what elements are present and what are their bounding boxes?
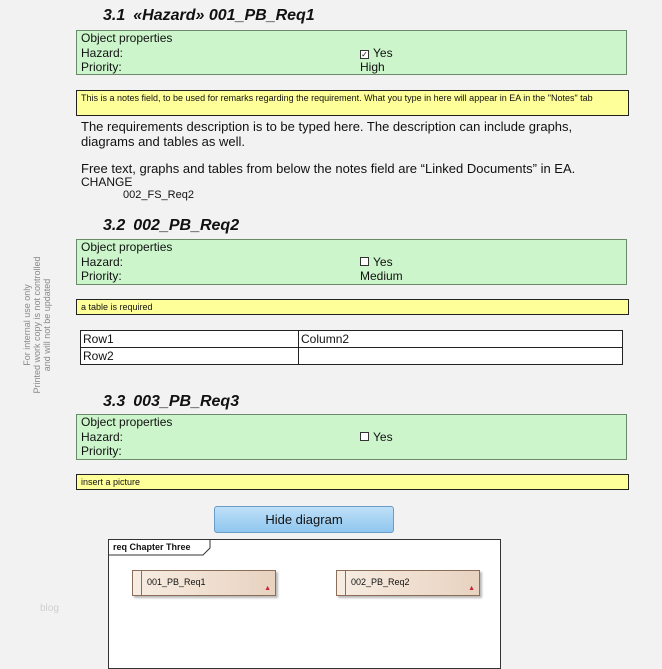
requirement-table	[80, 330, 623, 365]
requirement-icon: ▲	[264, 585, 271, 592]
side-disclaimer-line2: Printed work copy is not controlled	[32, 256, 42, 394]
notes-field: insert a picture	[76, 474, 629, 490]
priority-row	[81, 60, 626, 75]
hazard-value	[360, 255, 393, 270]
section-heading-3-2	[103, 217, 239, 235]
priority-value: Medium	[360, 269, 403, 283]
hazard-label: Hazard:	[81, 45, 124, 60]
priority-label: Priority:	[81, 269, 122, 283]
element-stereo-bar	[345, 571, 346, 595]
object-properties-box	[76, 414, 627, 460]
props-title: Object properties	[81, 31, 173, 45]
hide-diagram-button[interactable]: Hide diagram	[214, 506, 394, 533]
hazard-label: Hazard:	[81, 429, 124, 444]
hazard-value-text: Yes	[373, 429, 393, 444]
props-title: Object properties	[81, 415, 173, 429]
object-properties-box	[76, 30, 627, 75]
free-text: Free text, graphs and tables from below the notes field are “Linked Documents” in EA.	[81, 161, 576, 176]
table-cell: Row2	[81, 348, 299, 365]
hazard-label: Hazard:	[81, 254, 124, 269]
section-title: 002_PB_Req2	[133, 217, 240, 234]
priority-label: Priority:	[81, 60, 122, 74]
section-title: «Hazard» 001_PB_Req1	[133, 7, 315, 24]
notes-field: a table is required	[76, 299, 629, 315]
section-title: 003_PB_Req3	[133, 393, 240, 410]
hazard-value-text: Yes	[373, 254, 393, 269]
hazard-row	[81, 430, 626, 445]
diagram-element[interactable]	[132, 570, 276, 596]
linked-item[interactable]: 002_FS_Req2	[123, 189, 194, 201]
diagram-element[interactable]	[336, 570, 480, 596]
requirement-icon: ▲	[468, 585, 475, 592]
table-cell: Row1	[81, 331, 299, 348]
notes-field: This is a notes field, to be used for remarks regarding the requirement. What you type in here will appear in EA in the "Notes" tab	[76, 90, 629, 116]
priority-value: High	[360, 60, 385, 74]
side-disclaimer-line3: and will not be updated	[42, 278, 52, 372]
table-row	[81, 348, 623, 365]
requirement-description: The requirements description is to be typed here. The description can include graphs, diagrams and tables as well.	[81, 119, 573, 149]
side-disclaimer	[22, 250, 52, 400]
hazard-checkbox-checked[interactable]: ✓	[361, 49, 368, 59]
section-heading-3-1	[103, 7, 315, 25]
section-heading-3-3	[103, 393, 239, 411]
priority-row	[81, 269, 626, 284]
table-cell: Column2	[299, 331, 623, 348]
hazard-checkbox[interactable]	[360, 432, 369, 441]
section-number: 3.3	[103, 393, 126, 410]
watermark: blog	[40, 603, 59, 614]
priority-row	[81, 444, 626, 459]
side-disclaimer-line1: For internal use only	[22, 284, 32, 366]
section-number: 3.1	[103, 7, 126, 24]
diagram-tab-label: req Chapter Three	[113, 542, 191, 552]
hazard-value	[360, 430, 393, 445]
hazard-row	[81, 255, 626, 270]
object-properties-box	[76, 239, 627, 285]
section-number: 3.2	[103, 217, 126, 234]
priority-label: Priority:	[81, 444, 122, 458]
element-label: 002_PB_Req2	[351, 577, 410, 587]
element-label: 001_PB_Req1	[147, 577, 206, 587]
table-row	[81, 331, 623, 348]
change-label: CHANGE	[81, 175, 133, 189]
element-stereo-bar	[141, 571, 142, 595]
diagram-frame	[108, 539, 501, 669]
table-cell	[299, 348, 623, 365]
hazard-value	[360, 46, 393, 61]
hazard-value-text: Yes	[373, 45, 393, 60]
props-title: Object properties	[81, 240, 173, 254]
hazard-checkbox[interactable]	[360, 257, 369, 266]
hazard-row	[81, 46, 626, 61]
